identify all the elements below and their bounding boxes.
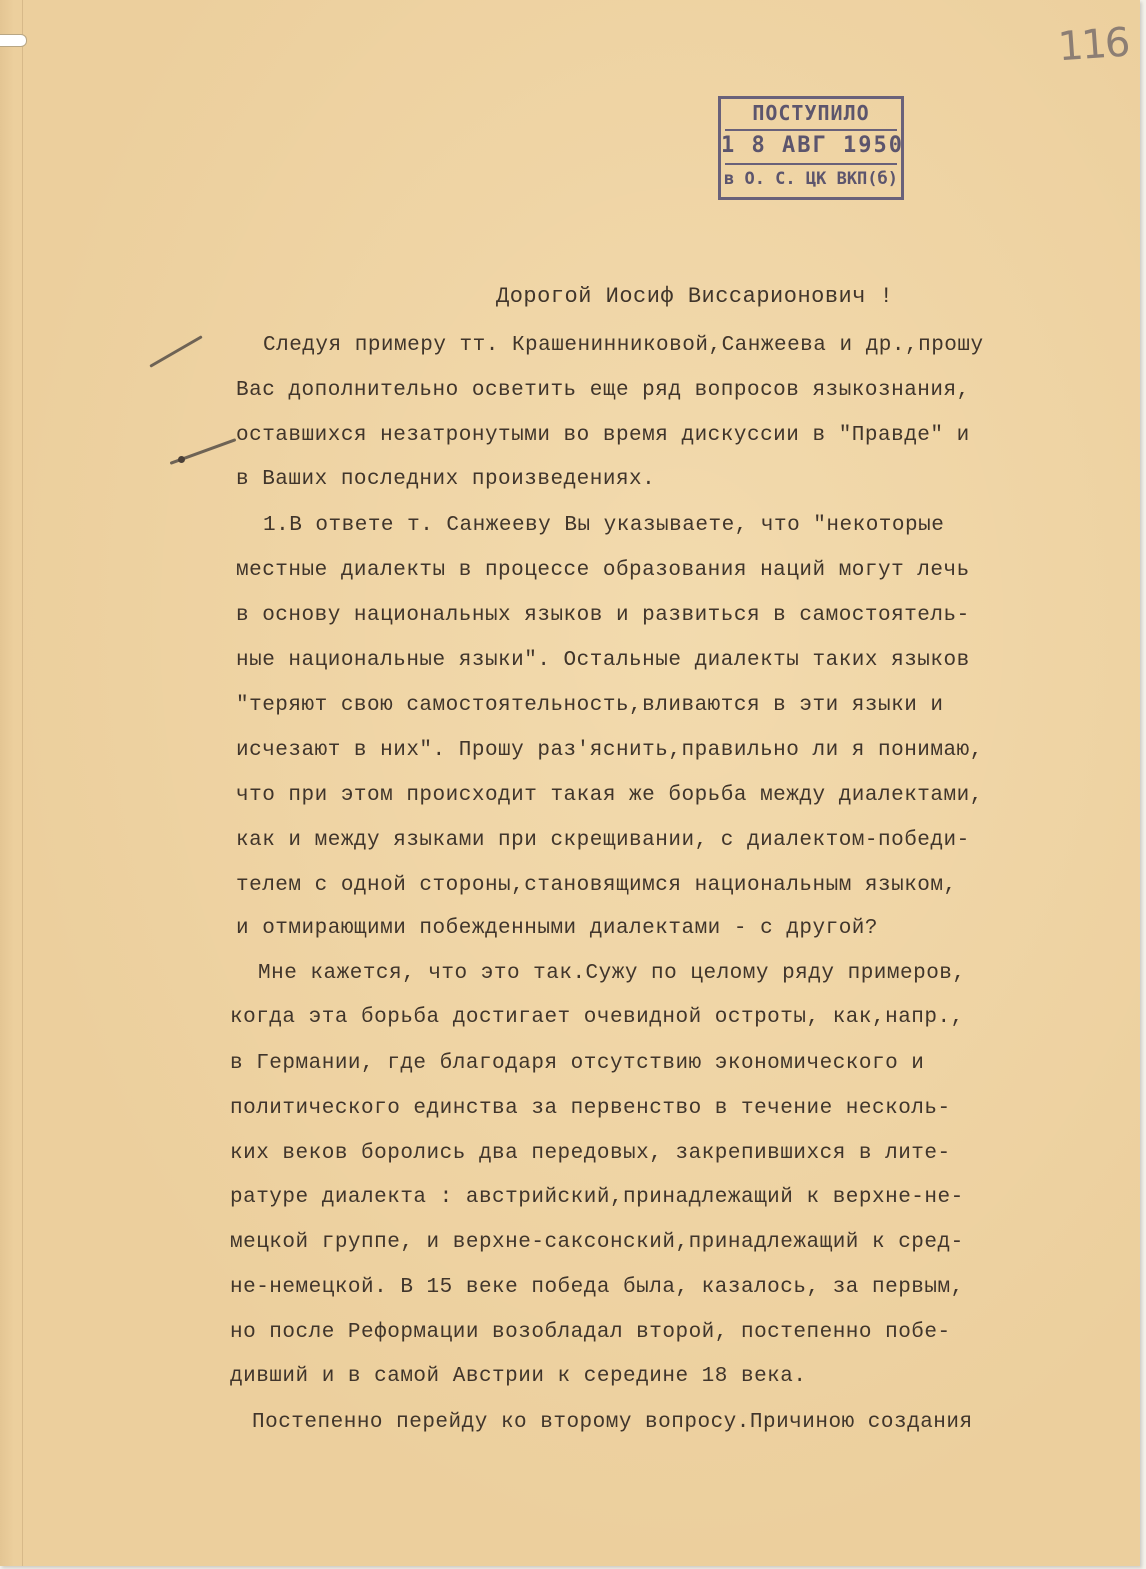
body-line: оставшихся незатронутыми во время дискуссии в "Правде" и [236,424,970,447]
letter-greeting: Дорогой Иосиф Виссарионович ! [496,284,894,309]
body-line: в Ваших последних произведениях. [236,468,656,491]
body-line: ратуре диалекта : австрийский,принадлежащий к верхне-не- [230,1186,964,1209]
body-line: что при этом происходит такая же борьба между диалектами, [236,784,983,807]
stamp-divider [725,163,897,165]
body-line: ные национальные языки". Остальные диалекты таких языков [236,649,970,672]
body-line: когда эта борьба достигает очевидной остроты, как,напр., [230,1006,964,1029]
body-line: исчезают в них". Прошу раз'яснить,правильно ли я понимаю, [236,739,983,762]
body-line: Постепенно перейду ко второму вопросу.Причиною создания [252,1411,973,1434]
body-line: "теряют свою самостоятельность,вливаются в эти языки и [236,694,944,717]
pencil-dot [178,456,185,463]
received-stamp [718,96,904,200]
body-line: дивший и в самой Австрии к середине 18 века. [230,1365,807,1388]
body-line: мецкой группе, и верхне-саксонский,принадлежащий к сред- [230,1231,964,1254]
body-line: но после Реформации возобладал второй, постепенно побе- [230,1321,951,1344]
body-line: и отмирающими побежденными диалектами - с другой? [236,917,879,940]
stamp-department: в О. С. ЦК ВКП(б) [724,169,898,189]
body-line: как и между языками при скрещивании, с диалектом-победи- [236,829,970,852]
pencil-margin-mark [149,335,202,368]
stamp-date: 1 8 АВГ 1950 [721,133,904,158]
body-line: Мне кажется, что это так.Сужу по целому ряду примеров, [258,962,966,985]
stamp-received-label: ПОСТУПИЛО [752,101,870,125]
body-line: не-немецкой. В 15 веке победа была, казалось, за первым, [230,1276,964,1299]
body-line: местные диалекты в процессе образования наций могут лечь [236,559,970,582]
body-line: политического единства за первенство в течение несколь- [230,1097,951,1120]
body-line: в основу национальных языков и развиться в самостоятель- [236,604,970,627]
body-line: в Германии, где благодаря отсутствию экономического и [230,1052,925,1075]
body-line: телем с одной стороны,становящимся национальным языком, [236,874,957,897]
stamp-divider [725,129,897,131]
body-line: ких веков боролись два передовых, закрепившихся в лите- [230,1142,951,1165]
body-line: 1.В ответе т. Санжееву Вы указываете, что "некоторые [263,514,945,537]
body-line: Следуя примеру тт. Крашенинниковой,Санжеева и др.,прошу [263,334,984,357]
page-number: 116 [1056,19,1130,71]
body-line: Вас дополнительно осветить еще ряд вопросов языкознания, [236,379,970,402]
